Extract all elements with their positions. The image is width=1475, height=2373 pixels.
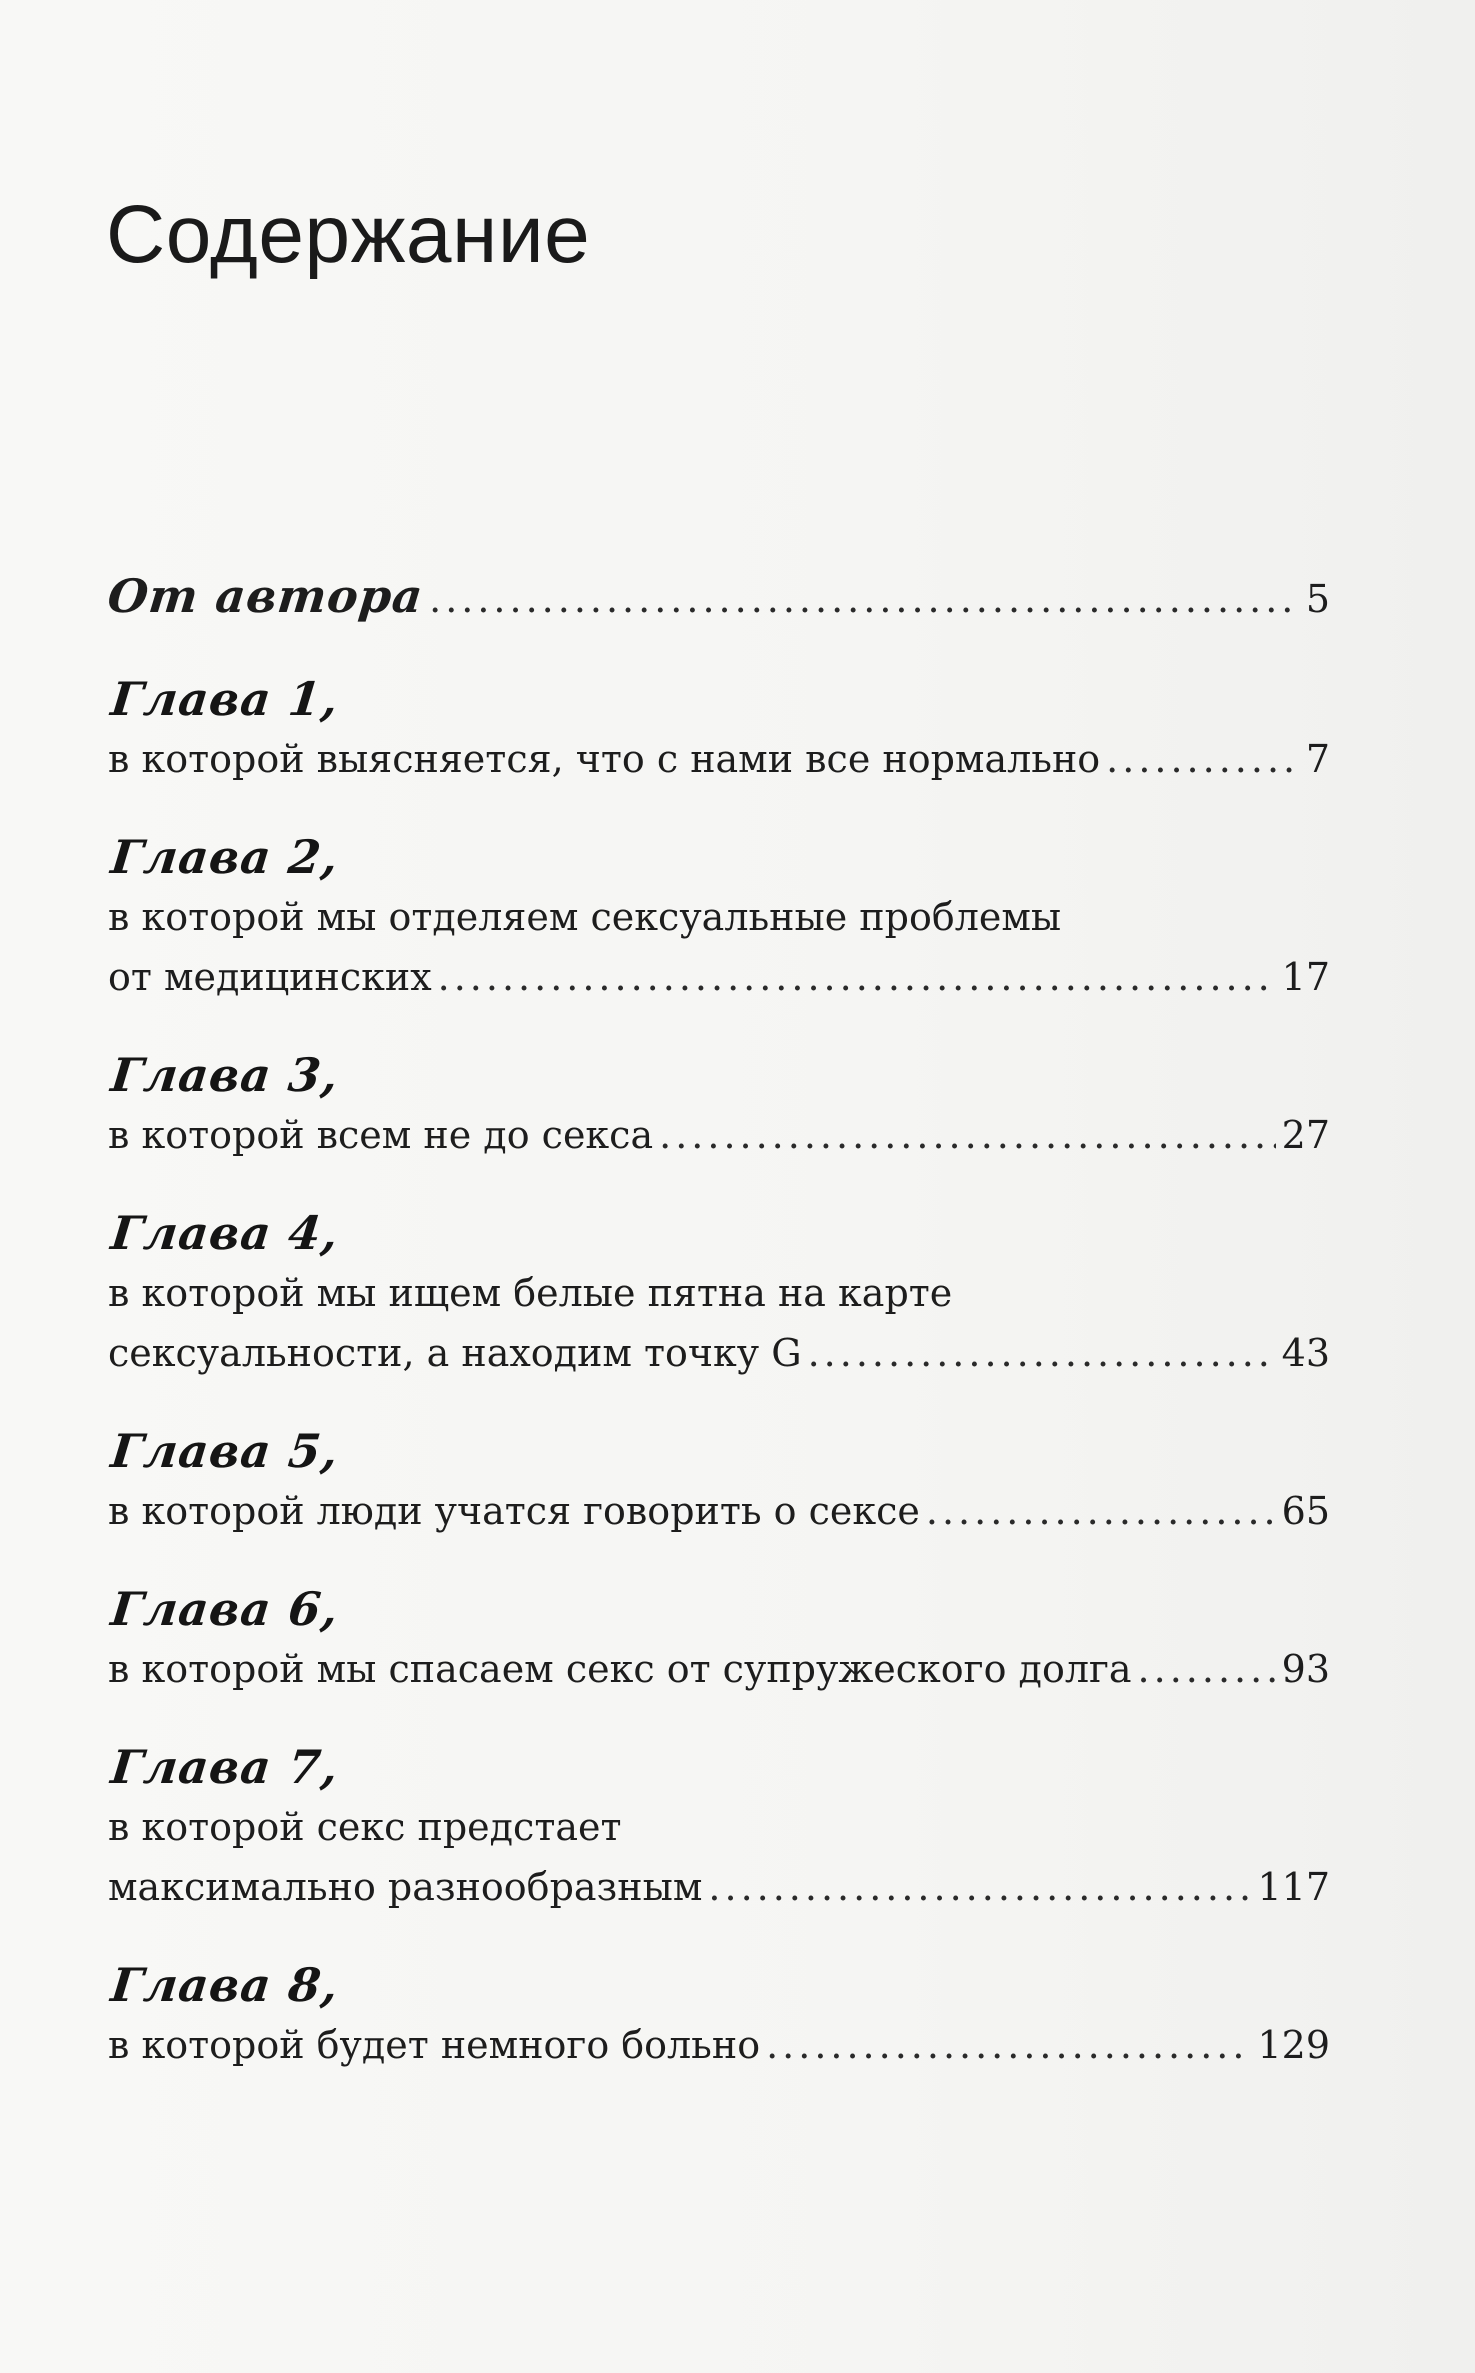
chapter-title-line: от медицинских — [108, 955, 432, 999]
toc-line — [108, 1264, 1330, 1324]
toc-line — [108, 1482, 1330, 1542]
chapter-label: Глава 3, — [108, 1048, 342, 1102]
page-number: 5 — [1305, 577, 1330, 621]
toc-line — [108, 888, 1330, 948]
toc-line — [108, 1106, 1330, 1166]
chapter-title-line: в которой всем не до секса — [108, 1113, 654, 1157]
page-number: 27 — [1281, 1113, 1330, 1157]
toc-entry-chapter-7[interactable] — [108, 1736, 1330, 1918]
toc-entry-chapter-3[interactable] — [108, 1044, 1330, 1166]
page-title: Содержание — [106, 189, 591, 280]
table-of-contents — [105, 560, 1330, 2112]
toc-entry-chapter-8[interactable] — [108, 1954, 1330, 2076]
chapter-label: Глава 2, — [108, 830, 342, 884]
toc-entry-chapter-4[interactable] — [108, 1202, 1330, 1384]
toc-line — [108, 1324, 1330, 1384]
chapter-title-line: в которой мы отделяем сексуальные проблемы — [108, 895, 1062, 939]
toc-entry-author[interactable] — [105, 560, 1330, 632]
chapter-label: Глава 8, — [108, 1958, 342, 2012]
page-number: 7 — [1305, 737, 1330, 781]
chapter-title-line: в которой мы спасаем секс от супружеского долга — [108, 1647, 1132, 1691]
dot-leader — [429, 563, 1300, 635]
page-number: 65 — [1281, 1489, 1330, 1533]
chapter-label: Глава 6, — [108, 1582, 342, 1636]
page-number: 129 — [1257, 2023, 1330, 2067]
chapter-label: Глава 5, — [108, 1424, 342, 1478]
toc-line — [105, 560, 1330, 632]
toc-entry-chapter-1[interactable] — [108, 668, 1330, 790]
dot-leader — [438, 948, 1276, 1006]
dot-leader — [659, 1106, 1276, 1164]
page-number: 117 — [1257, 1865, 1330, 1909]
chapter-label: Глава 4, — [108, 1206, 342, 1260]
chapter-label: Глава 7, — [108, 1740, 342, 1794]
dot-leader — [1106, 730, 1300, 788]
page-number: 43 — [1281, 1331, 1330, 1375]
author-label: От автора — [105, 569, 426, 623]
chapter-title-line: в которой мы ищем белые пятна на карте — [108, 1271, 953, 1315]
dot-leader — [766, 2016, 1251, 2074]
toc-line — [108, 2016, 1330, 2076]
chapter-title-line: в которой выясняется, что с нами все нормально — [108, 737, 1101, 781]
chapter-title-line: в которой будет немного больно — [108, 2023, 761, 2067]
toc-entry-chapter-5[interactable] — [108, 1420, 1330, 1542]
chapter-title-line: в которой люди учатся говорить о сексе — [108, 1489, 920, 1533]
chapter-title-line: сексуальности, а находим точку G — [108, 1331, 802, 1375]
toc-line — [108, 948, 1330, 1008]
toc-line — [108, 1858, 1330, 1918]
chapter-title-line: максимально разнообразным — [108, 1865, 703, 1909]
toc-line — [108, 730, 1330, 790]
toc-entry-chapter-6[interactable] — [108, 1578, 1330, 1700]
toc-line — [108, 1798, 1330, 1858]
toc-line — [108, 1640, 1330, 1700]
toc-entry-chapter-2[interactable] — [108, 826, 1330, 1008]
chapter-title-line: в которой секс предстает — [108, 1805, 622, 1849]
dot-leader — [708, 1858, 1251, 1916]
page-number: 17 — [1281, 955, 1330, 999]
dot-leader — [926, 1482, 1276, 1540]
chapter-label: Глава 1, — [108, 672, 342, 726]
dot-leader — [1138, 1640, 1276, 1698]
dot-leader — [808, 1324, 1276, 1382]
page-number: 93 — [1281, 1647, 1330, 1691]
